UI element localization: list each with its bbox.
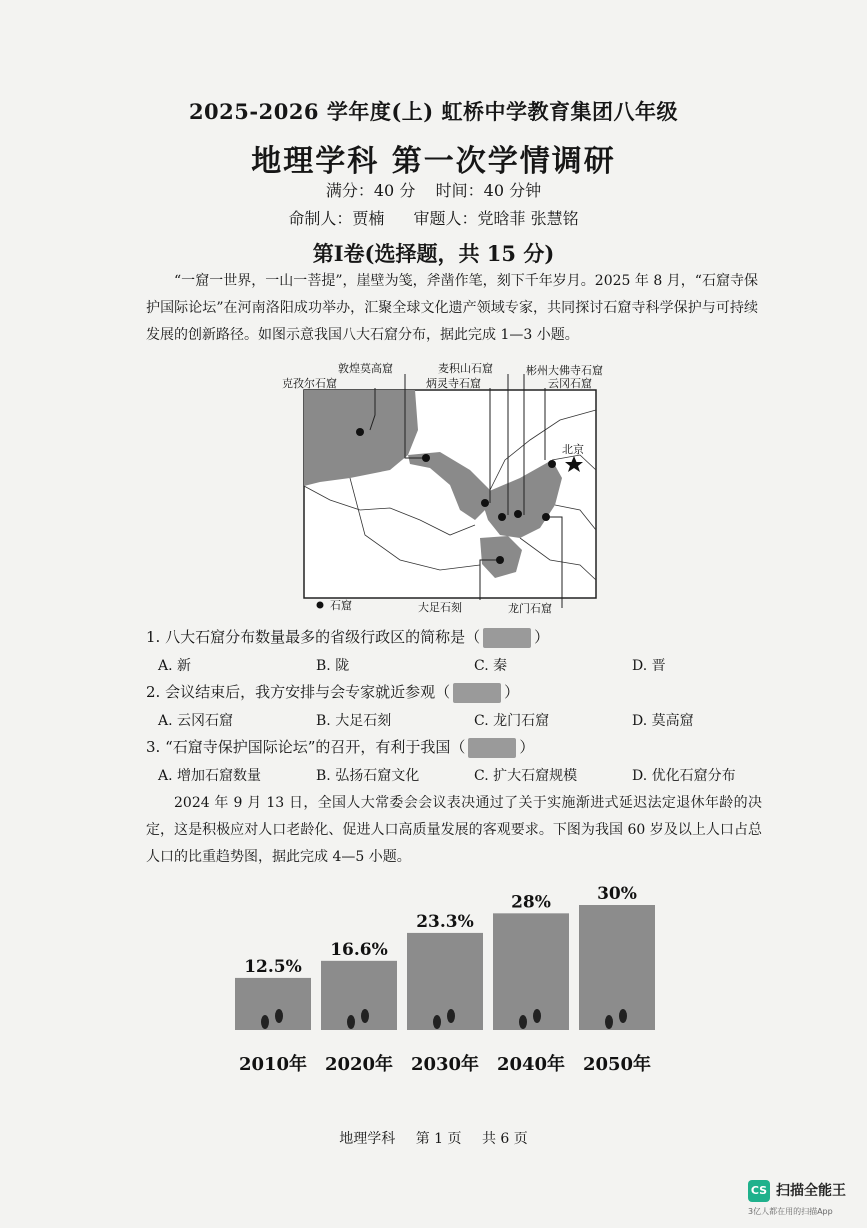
category-label-2: 2030年 (410, 1054, 480, 1075)
footer-page: 第 1 页 (415, 1131, 462, 1147)
bar-value-label-2: 23.3% (416, 911, 474, 932)
question-stem: 3. “石窟寺保护国际论坛”的召开，有利于我国（ (146, 738, 466, 756)
footprint-icon (605, 1015, 613, 1029)
question-stem: 1. 八大石窟分布数量最多的省级行政区的简称是（ (146, 628, 481, 646)
grotto-dot-longmen (542, 513, 550, 521)
category-label-0: 2010年 (238, 1054, 308, 1075)
footprint-icon (347, 1015, 355, 1029)
q1-option-b[interactable]: B. 陇 (316, 658, 350, 674)
question-stem: 2. 会议结束后，我方安排与会专家就近参观（ (146, 683, 451, 701)
q3-option-a[interactable]: A. 增加石窟数量 (158, 768, 262, 784)
grotto-dot-dunhuang (422, 454, 430, 462)
question-2 (146, 681, 519, 703)
legend-label: 石窟 (330, 599, 352, 612)
label-maiji: 麦积山石窟 (438, 362, 493, 375)
footprint-icon (275, 1009, 283, 1023)
label-bingling: 炳灵寺石窟 (426, 377, 481, 390)
question-3 (146, 736, 534, 758)
author-info (0, 206, 867, 229)
q3-option-b[interactable]: B. 弘扬石窟文化 (316, 768, 420, 784)
reviewer: 审题人：党晗菲 张慧铭 (413, 209, 579, 228)
bar-value-label-4: 30% (597, 884, 637, 904)
page-footer (0, 1128, 867, 1148)
camscanner-logo-icon: CS (748, 1180, 770, 1202)
grotto-dot-dazu (496, 556, 504, 564)
score-time-info: 满分：40 分 时间：40 分钟 (325, 181, 542, 200)
aging-population-chart (230, 880, 660, 1080)
label-dazu: 大足石刻 (418, 601, 462, 614)
footer-total: 共 6 页 (481, 1131, 528, 1147)
grotto-dot-kizil (356, 428, 364, 436)
footprint-icon (447, 1009, 455, 1023)
grotto-dot-yungang (548, 460, 556, 468)
scanner-app-name: 扫描全能王 (776, 1183, 846, 1199)
q3-option-c[interactable]: C. 扩大石窟规模 (474, 768, 578, 784)
bar-value-label-1: 16.6% (330, 939, 388, 960)
bar-value-label-3: 28% (511, 892, 551, 913)
q1-option-d[interactable]: D. 晋 (632, 658, 666, 674)
bar-0 (235, 978, 311, 1030)
category-label-3: 2040年 (496, 1054, 566, 1075)
footer-subject: 地理学科 (339, 1131, 396, 1147)
footprint-icon (519, 1015, 527, 1029)
maker: 命制人：贾楠 (288, 209, 385, 228)
label-dunhuang: 敦煌莫高窟 (338, 362, 393, 375)
exam-title: 地理学科 第一次学情调研 (251, 144, 616, 179)
q2-option-d[interactable]: D. 莫高窟 (632, 713, 694, 729)
q2-option-a[interactable]: A. 云冈石窟 (158, 713, 234, 729)
passage-1: “一窟一世界，一山一菩提”，崖壁为笺，斧凿作笔，刻下千年岁月。2025 年 8 月，“石窟寺保护国际论坛”在河南洛阳成功举办，汇聚全球文化遗产领域专家，共同探讨石窟寺科学保护与可持续发展的创新路径。如图示意我国八大石窟分布，据此完成 1—3 小题。 (146, 273, 758, 343)
footprint-icon (533, 1009, 541, 1023)
footprint-icon (433, 1015, 441, 1029)
label-longmen: 龙门石窟 (508, 602, 552, 615)
answer-blank[interactable] (453, 683, 501, 703)
question-close: ） (519, 738, 535, 756)
grotto-dot-maiji (498, 513, 506, 521)
footprint-icon (619, 1009, 627, 1023)
question-close: ） (534, 628, 550, 646)
label-beijing: 北京 (562, 443, 584, 456)
passage-2: 2024 年 9 月 13 日，全国人大常委会会议表决通过了关于实施渐进式延迟法定退休年龄的决定，这是积极应对人口老龄化、促进人口高质量发展的客观要求。下图为我国 60 岁及以上人口占总人口的比重趋势图，据此完成 4—5 小题。 (146, 795, 762, 865)
label-binzhou: 彬州大佛寺石窟 (526, 364, 603, 377)
bar-value-label-0: 12.5% (244, 956, 302, 977)
q2-option-b[interactable]: B. 大足石刻 (316, 713, 392, 729)
legend-dot-icon (317, 602, 324, 609)
scanner-watermark (748, 1178, 858, 1222)
question-close: ） (504, 683, 520, 701)
bar-4 (579, 905, 655, 1030)
label-yungang: 云冈石窟 (548, 377, 592, 390)
label-kizil: 克孜尔石窟 (282, 377, 337, 390)
question-1 (146, 626, 549, 648)
grottoes-map (282, 360, 620, 620)
bar-2 (407, 933, 483, 1030)
exam-header-line: 2025-2026 学年度(上) 虹桥中学教育集团八年级 (188, 99, 679, 124)
answer-blank[interactable] (468, 738, 516, 758)
bar-1 (321, 961, 397, 1030)
footprint-icon (261, 1015, 269, 1029)
grotto-dot-binzhou (514, 510, 522, 518)
q2-option-c[interactable]: C. 龙门石窟 (474, 713, 550, 729)
grotto-dot-bingling (481, 499, 489, 507)
scanner-slogan: 3亿人都在用的扫描App (748, 1207, 833, 1216)
category-label-4: 2050年 (582, 1054, 652, 1075)
q3-option-d[interactable]: D. 优化石窟分布 (632, 768, 736, 784)
answer-blank[interactable] (483, 628, 531, 648)
footprint-icon (361, 1009, 369, 1023)
category-label-1: 2020年 (324, 1054, 394, 1075)
q1-option-c[interactable]: C. 秦 (474, 658, 508, 674)
q1-option-a[interactable]: A. 新 (158, 658, 192, 674)
section-title: 第Ⅰ卷(选择题，共 15 分) (312, 241, 555, 266)
bar-3 (493, 913, 569, 1030)
